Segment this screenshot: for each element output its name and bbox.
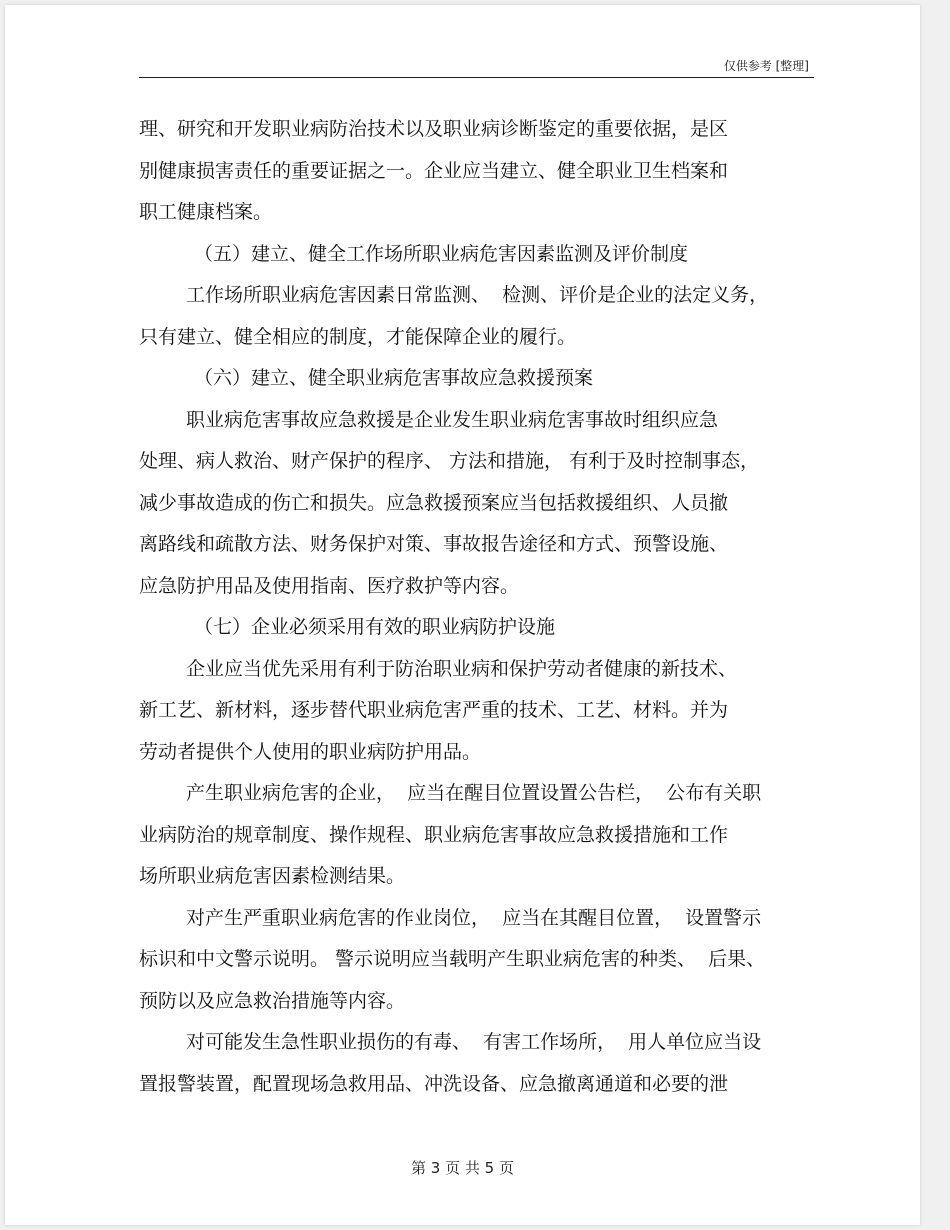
body-line: 应急防护用品及使用指南、医疗救护等内容。 (139, 574, 520, 597)
body-line: 对可能发生急性职业损伤的有毒、 有害工作场所， 用人单位应当设 (186, 1031, 762, 1053)
body-line: 产生职业病危害的企业， 应当在醒目位置设置公告栏， 公布有关职 (186, 782, 762, 804)
body-line: 标识和中文警示说明。 警示说明应当载明产生职业病危害的种类、 后果、 (139, 948, 766, 970)
body-line: 理、研究和开发职业病防治技术以及职业病诊断鉴定的重要依据，是区 (139, 118, 729, 140)
body-line: 离路线和疏散方法、财务保护对策、事故报告途径和方式、预警设施、 (139, 533, 729, 555)
body-line: 工作场所职业病危害因素日常监测、 检测、评价是企业的法定义务， (186, 284, 769, 306)
body-line: 业病防治的规章制度、操作规程、职业病危害事故应急救援措施和工作 (139, 823, 729, 846)
body-line: 置报警装置，配置现场急救用品、冲洗设备、应急撤离通道和必要的泄 (139, 1072, 729, 1095)
page-number: 第 3 页 共 5 页 (411, 1159, 514, 1177)
body-line: 新工艺、新材料，逐步替代职业病危害严重的技术、工艺、材料。并为 (139, 699, 729, 721)
body-line: 只有建立、健全相应的制度，才能保障企业的履行。 (139, 325, 577, 348)
document-body (139, 109, 814, 1105)
body-line: 职工健康档案。 (139, 201, 273, 223)
body-line: 别健康损害责任的重要证据之一。企业应当建立、健全职业卫生档案和 (139, 159, 729, 182)
body-line: 劳动者提供个人使用的职业病防护用品。 (139, 740, 482, 763)
body-line: 预防以及应急救治措施等内容。 (139, 989, 406, 1012)
body-line: 对产生严重职业病危害的作业岗位， 应当在其醒目位置， 设置警示 (186, 906, 762, 929)
section-heading: （七）企业必须采用有效的职业病防护设施 (194, 616, 556, 638)
body-line: 职业病危害事故应急救援是企业发生职业病危害事故时组织应急 (186, 408, 719, 431)
body-line: 企业应当优先采用有利于防治职业病和保护劳动者健康的新技术、 (186, 657, 738, 680)
header-label: 仅供参考 [整理] (723, 59, 809, 73)
header-divider (139, 77, 814, 78)
document-page (5, 5, 920, 1225)
section-heading: （五）建立、健全工作场所职业病危害因素监测及评价制度 (194, 242, 689, 265)
body-line: 减少事故造成的伤亡和损失。应急救援预案应当包括救援组织、人员撤 (139, 491, 729, 514)
body-line: 场所职业病危害因素检测结果。 (139, 865, 406, 887)
body-line: 处理、病人救治、财产保护的程序、 方法和措施， 有利于及时控制事态， (139, 450, 760, 472)
section-heading: （六）建立、健全职业病危害事故应急救援预案 (194, 367, 594, 389)
